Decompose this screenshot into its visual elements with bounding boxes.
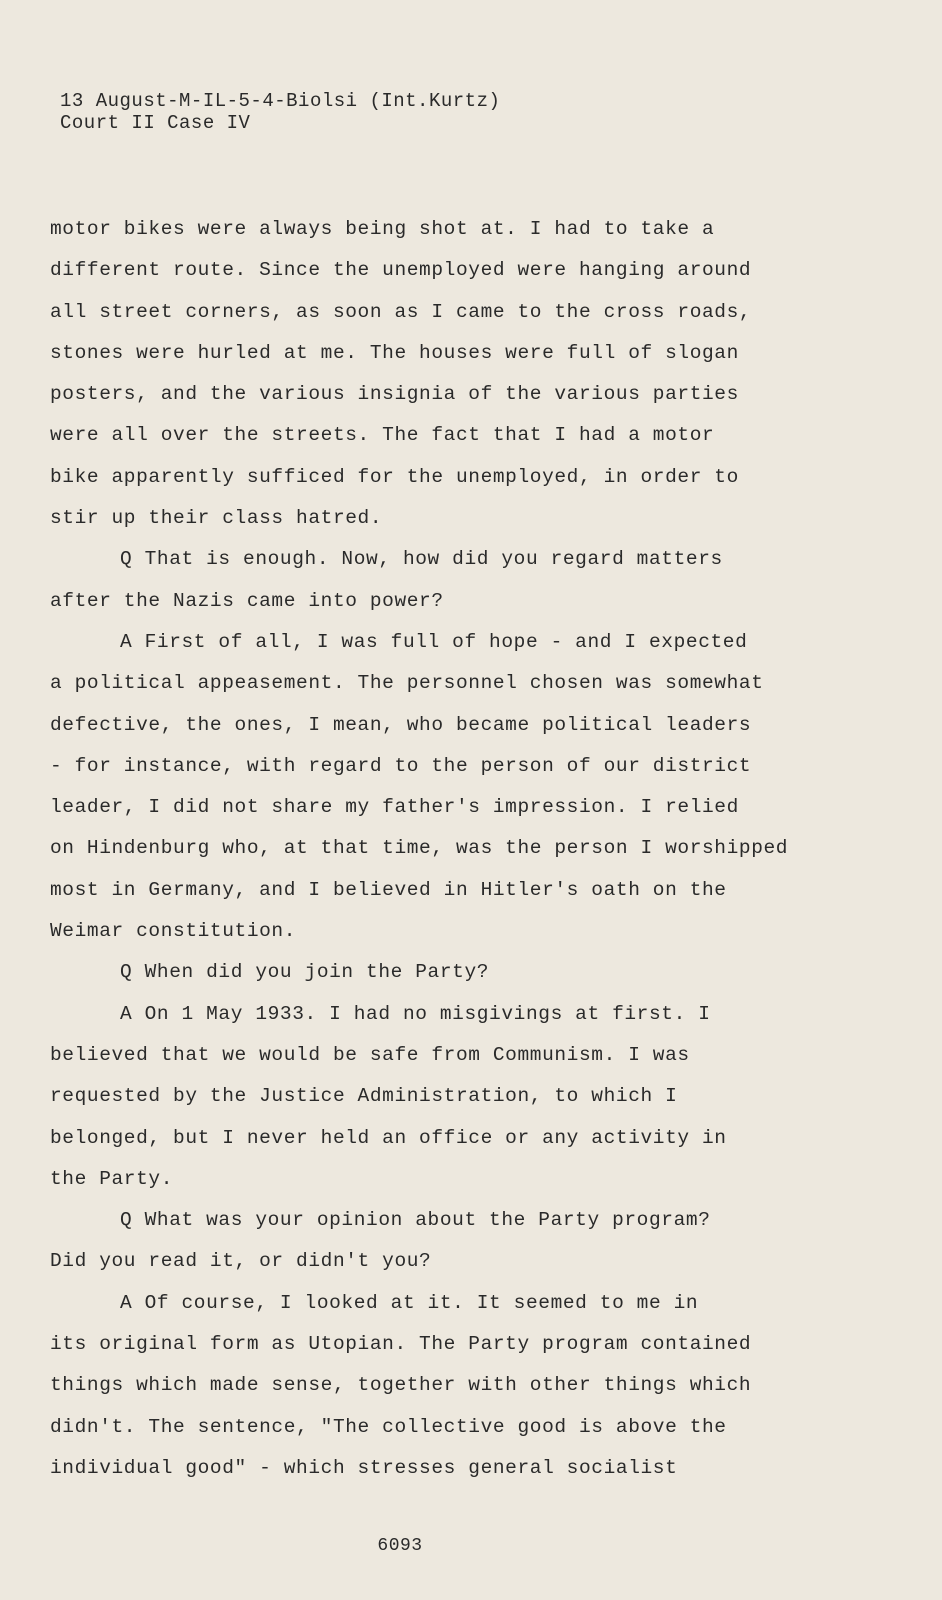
text-line: didn't. The sentence, "The collective good is above the: [50, 1415, 727, 1438]
text-line: most in Germany, and I believed in Hitler's oath on the: [50, 878, 727, 901]
text-line: defective, the ones, I mean, who became political leaders: [50, 713, 752, 736]
text-line: stir up their class hatred.: [50, 507, 383, 530]
transcript-body: [50, 214, 840, 1494]
question-line: Q When did you join the Party?: [120, 961, 490, 984]
text-line: after the Nazis came into power?: [50, 589, 444, 612]
text-line: individual good" - which stresses general socialist: [50, 1456, 678, 1479]
text-line: posters, and the various insignia of the various parties: [50, 383, 739, 406]
answer-line: A First of all, I was full of hope - and I expected: [120, 630, 748, 653]
document-header: [60, 90, 500, 134]
header-line-1: 13 August-M-IL-5-4-Biolsi (Int.Kurtz): [60, 90, 501, 112]
text-line: different route. Since the unemployed were hanging around: [50, 259, 752, 282]
text-line: things which made sense, together with other things which: [50, 1374, 752, 1397]
text-line: bike apparently sufficed for the unemployed, in order to: [50, 465, 739, 488]
text-line: on Hindenburg who, at that time, was the person I worshipped: [50, 837, 789, 860]
text-line: belonged, but I never held an office or any activity in: [50, 1126, 727, 1149]
text-line: leader, I did not share my father's impression. I relied: [50, 796, 739, 819]
text-line: requested by the Justice Administration, to which I: [50, 1085, 678, 1108]
text-line: were all over the streets. The fact that I had a motor: [50, 424, 715, 447]
text-line: - for instance, with regard to the person of our district: [50, 754, 752, 777]
question-line: Q That is enough. Now, how did you regard matters: [120, 548, 723, 571]
text-line: stones were hurled at me. The houses were full of slogan: [50, 341, 739, 364]
text-line: Weimar constitution.: [50, 920, 297, 943]
text-line: all street corners, as soon as I came to the cross roads,: [50, 300, 752, 323]
page-number: 6093: [377, 1536, 423, 1556]
text-line: Did you read it, or didn't you?: [50, 1250, 432, 1273]
text-line: its original form as Utopian. The Party program contained: [50, 1333, 752, 1356]
text-line: motor bikes were always being shot at. I had to take a: [50, 218, 715, 240]
header-line-2: Court II Case IV: [60, 112, 251, 134]
answer-line: A On 1 May 1933. I had no misgivings at first. I: [120, 1002, 711, 1025]
text-line: a political appeasement. The personnel chosen was somewhat: [50, 672, 764, 695]
text-line: the Party.: [50, 1167, 174, 1190]
answer-line: A Of course, I looked at it. It seemed to me in: [120, 1291, 699, 1314]
text-line: believed that we would be safe from Communism. I was: [50, 1043, 690, 1066]
question-line: Q What was your opinion about the Party program?: [120, 1209, 711, 1232]
